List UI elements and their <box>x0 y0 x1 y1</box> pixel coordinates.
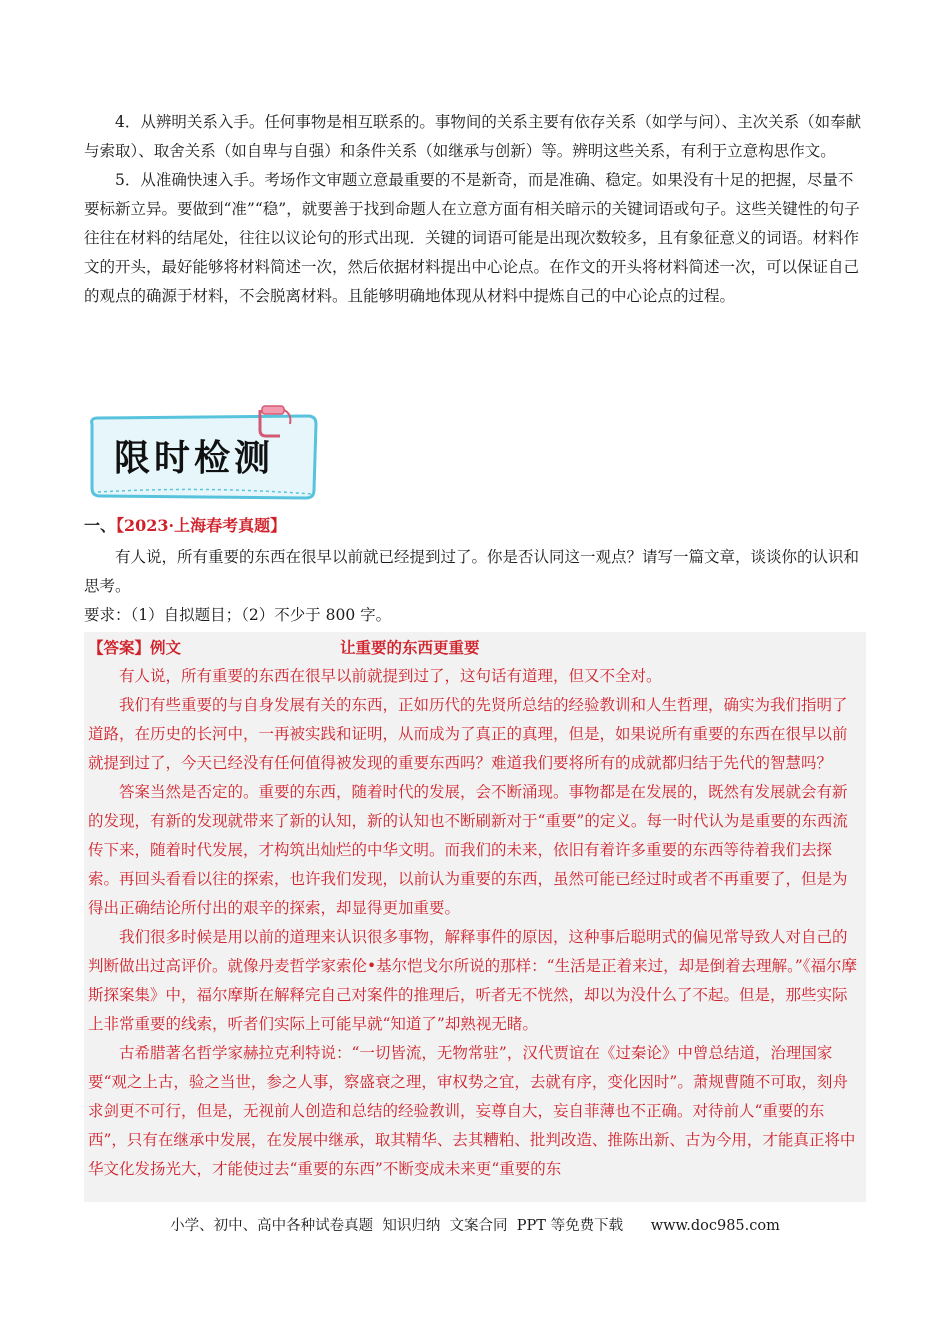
answer-paragraph: 有人说，所有重要的东西在很早以前就提到过了，这句话有道理，但又不全对。 <box>119 667 662 685</box>
answer-paragraph: 答案当然是否定的。重要的东西，随着时代的发展，会不断涌现。事物都是在发展的，既然有发展就会有新的发现，有新的发现就带来了新的认知，新的认知也不断刷新对于“重要”的定义。每一时代认为是重要的东西流传下来，随着时代发展，才构筑出灿烂的中华文明。而我们的未来，依旧有着许多重要的东西等待着我们去探索。再回头看看以往的探索，也许我们发现，以前认为重要的东西，虽然可能已经过时或者不再重要了，但是为得出正确结论所付出的艰辛的探索，却显得更加重要。 <box>88 783 848 917</box>
essay-title: 让重要的东西更重要 <box>340 638 480 657</box>
question-requirements: 要求：（1）自拟题目；（2）不少于 800 字。 <box>84 606 392 624</box>
answer-label: 【答案】例文 <box>88 638 182 657</box>
paragraph-4: 4．从辨明关系入手。任何事物是相互联系的。事物间的关系主要有依存关系（如学与问）、主次关系（如奉献与索取）、取舍关系（如自卑与自强）和条件关系（如继承与创新）等。辨明这些关系，有利于立意构思作文。 <box>84 113 862 160</box>
answer-paragraph: 我们有些重要的与自身发展有关的东西，正如历代的先贤所总结的经验教训和人生哲理，确实为我们指明了道路，在历史的长河中，一再被实践和证明，从而成为了真正的真理，但是，如果说所有重要的东西在很早以前就提到过了，今天已经没有任何值得被发现的重要东西吗？难道我们要将所有的成就都归结于先代的智慧吗？ <box>88 696 848 772</box>
answer-paragraph: 我们很多时候是用以前的道理来认识很多事物，解释事件的原因，这种事后聪明式的偏见常导致人对自己的判断做出过高评价。就像丹麦哲学家索伦•基尔恺戈尔所说的那样：“生活是正着来过，却是倒着去理解。”《福尔摩斯探案集》中，福尔摩斯在解释完自己对案件的推理后，听者无不恍然，却以为没什么了不起。但是，那些实际上非常重要的线索，听者们实际上可能早就“知道了”却熟视无睹。 <box>88 928 857 1033</box>
intro-section <box>84 108 864 311</box>
banner-title: 限时检测 <box>114 438 275 479</box>
answer-box <box>84 632 866 1202</box>
section-banner <box>84 404 324 504</box>
answer-paragraph: 古希腊著名哲学家赫拉克利特说：“一切皆流，无物常驻”，汉代贾谊在《过秦论》中曾总结道，治理国家要“观之上古，验之当世，参之人事，察盛衰之理，审权势之宜，去就有序，变化因时”。萧规曹随不可取，刻舟求剑更不可行，但是，无视前人创造和总结的经验教训，妄尊自大，妄自菲薄也不正确。对待前人“重要的东西”，只有在继承中发展，在发展中继承，取其精华、去其糟粕、批判改造、推陈出新、古为今用，才能真正将中华文化发扬光大，才能使过去“重要的东西”不断变成未来更“重要的东 <box>88 1044 856 1178</box>
answer-header <box>88 634 480 662</box>
page-footer: 小学、初中、高中各种试卷真题 知识归纳 文案合同 PPT 等免费下载 www.doc985.com <box>170 1218 780 1234</box>
question-number: 一、 <box>84 516 117 535</box>
answer-body <box>88 662 862 1184</box>
paragraph-5: 5．从准确快速入手。考场作文审题立意最重要的不是新奇，而是准确、稳定。如果没有十足的把握，尽量不要标新立异。要做到“准”“稳”，就要善于找到命题人在立意方面有相关暗示的关键词语或句子。这些关键性的句子往往在材料的结尾处，往往以议论句的形式出现．关键的词语可能是出现次数较多，且有象征意义的词语。材料作文的开头，最好能够将材料简述一次，然后依据材料提出中心论点。在作文的开头将材料简述一次，可以保证自己的观点的确源于材料，不会脱离材料。且能够明确地体现从材料中提炼自己的中心论点的过程。 <box>84 171 860 305</box>
question-heading <box>84 512 286 540</box>
question-source: 【2023·上海春考真题】 <box>116 516 287 535</box>
question-prompt: 有人说，所有重要的东西在很早以前就已经提到过了。你是否认同这一观点？请写一篇文章，谈谈你的认识和思考。 <box>84 548 860 595</box>
